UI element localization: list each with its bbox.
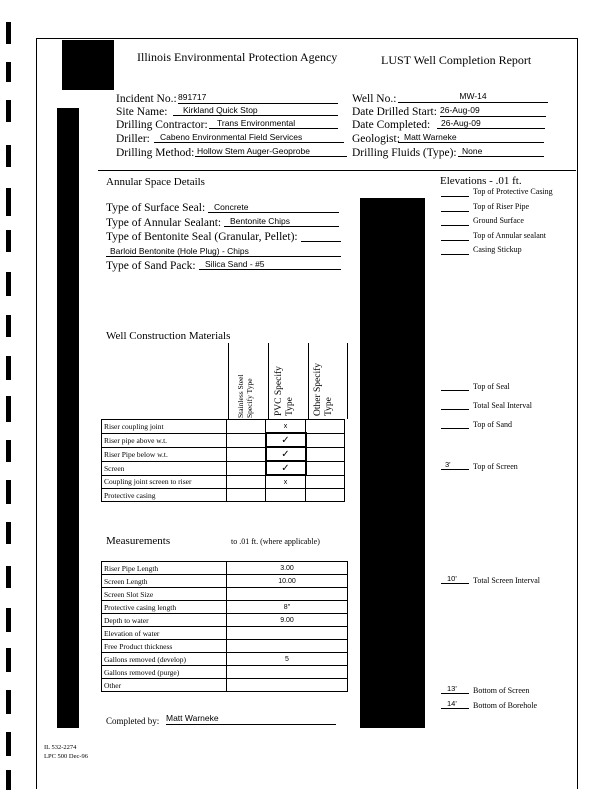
method-value: Hollow Stem Auger-Geoprobe <box>195 146 347 157</box>
measurement-value <box>227 627 348 640</box>
top-of-screen-value: 3' <box>441 460 469 470</box>
column-other: Other Specify Type <box>313 362 334 416</box>
measurement-value: 9.00 <box>227 614 348 627</box>
scan-mark <box>6 522 11 544</box>
material-label: Screen <box>102 461 227 475</box>
geologist-label: Geologist: <box>352 133 400 145</box>
column-stainless-steel: Stainless Steel Specify Type <box>236 374 254 418</box>
agency-logo <box>62 40 114 90</box>
materials-table <box>101 419 345 502</box>
elevation-blank <box>441 196 469 197</box>
fluids-label: Drilling Fluids (Type): <box>352 147 457 159</box>
driller-value: Cabeno Environmental Field Services <box>154 132 344 143</box>
materials-title: Well Construction Materials <box>106 330 231 342</box>
pvc-cell: x <box>266 420 306 434</box>
measurement-value <box>227 588 348 601</box>
scan-mark <box>6 396 11 422</box>
agency-name: Illinois Environmental Protection Agency <box>137 50 338 64</box>
measurement-value: 10.00 <box>227 575 348 588</box>
scan-mark <box>6 690 11 714</box>
table-row <box>102 588 348 601</box>
scan-mark <box>6 732 11 756</box>
form-id-2: LPC 500 Dec-96 <box>44 753 89 760</box>
incident-label: Incident No.: <box>116 93 177 105</box>
bentonite-seal-value: Barloid Bentonite (Hole Plug) - Chips <box>106 246 341 257</box>
table-row <box>102 433 345 447</box>
scan-mark <box>6 315 11 337</box>
measurement-label: Riser Pipe Length <box>102 562 227 575</box>
material-label: Riser coupling joint <box>102 420 227 434</box>
measurement-label: Free Product thickness <box>102 640 227 653</box>
table-row <box>102 420 345 434</box>
table-row <box>102 475 345 489</box>
pvc-cell: ✓ <box>266 447 306 461</box>
measurement-label: Screen Slot Size <box>102 588 227 601</box>
measurement-label: Gallons removed (develop) <box>102 653 227 666</box>
scan-mark <box>6 188 11 216</box>
margin-bar <box>57 108 79 728</box>
pvc-cell: ✓ <box>266 433 306 447</box>
material-label: Coupling joint screen to riser <box>102 475 227 489</box>
table-row <box>102 640 348 653</box>
stainless-cell <box>227 461 266 475</box>
well-no-value: MW-14 <box>398 91 548 103</box>
elevation-blank <box>441 254 469 255</box>
elevation-label: Casing Stickup <box>473 245 522 254</box>
other-cell <box>306 489 345 502</box>
elevation-blank <box>441 225 469 226</box>
section-divider <box>98 170 576 171</box>
table-row <box>102 447 345 461</box>
measurement-label: Gallons removed (purge) <box>102 666 227 679</box>
scan-mark <box>6 648 11 672</box>
table-row <box>102 627 348 640</box>
measurement-value: 5 <box>227 653 348 666</box>
well-diagram-redaction <box>360 198 425 728</box>
other-cell <box>306 447 345 461</box>
stainless-cell <box>227 475 266 489</box>
contractor-value: Trans Environmental <box>209 118 338 129</box>
measurement-value: 3.00 <box>227 562 348 575</box>
table-row <box>102 666 348 679</box>
date-completed-label: Date Completed: <box>352 119 431 131</box>
stainless-cell <box>227 447 266 461</box>
method-label: Drilling Method: <box>116 147 195 159</box>
top-of-seal-label: Top of Seal <box>473 382 510 391</box>
well-no-label: Well No.: <box>352 93 397 105</box>
measurement-value <box>227 666 348 679</box>
top-of-screen-label: Top of Screen <box>473 462 518 471</box>
bottom-screen-value: 13' <box>441 684 469 694</box>
report-title: LUST Well Completion Report <box>381 53 532 67</box>
bottom-borehole-value: 14' <box>441 699 469 709</box>
measurement-value: 8" <box>227 601 348 614</box>
measurement-value <box>227 640 348 653</box>
measurements-table <box>101 561 348 692</box>
table-row <box>102 489 345 502</box>
annular-sealant-value: Bentonite Chips <box>224 216 339 227</box>
measurement-label: Protective casing length <box>102 601 227 614</box>
stainless-cell <box>227 420 266 434</box>
table-row <box>102 575 348 588</box>
table-row <box>102 679 348 692</box>
table-row <box>102 653 348 666</box>
table-row <box>102 562 348 575</box>
bentonite-seal-label: Type of Bentonite Seal (Granular, Pellet): <box>106 231 298 243</box>
driller-label: Driller: <box>116 133 150 145</box>
scan-mark <box>6 480 11 504</box>
bottom-borehole-label: Bottom of Borehole <box>473 701 537 710</box>
site-name-value: Kirkland Quick Stop <box>173 105 338 116</box>
stainless-cell <box>227 489 266 502</box>
scan-mark <box>6 272 11 296</box>
scan-mark <box>6 22 11 44</box>
materials-header-lines <box>228 343 348 419</box>
annular-title: Annular Space Details <box>106 176 205 188</box>
other-cell <box>306 420 345 434</box>
measurement-label: Other <box>102 679 227 692</box>
bottom-screen-label: Bottom of Screen <box>473 686 530 695</box>
pvc-cell <box>266 489 306 502</box>
measurement-label: Screen Length <box>102 575 227 588</box>
total-seal-line <box>441 409 469 410</box>
date-start-label: Date Drilled Start: <box>352 106 437 118</box>
scan-mark <box>6 770 11 790</box>
stainless-cell <box>227 433 266 447</box>
other-cell <box>306 475 345 489</box>
fluids-value: None <box>458 146 544 157</box>
top-of-sand-label: Top of Sand <box>473 420 512 429</box>
completed-by-value: Matt Warneke <box>166 713 336 725</box>
pvc-cell: x <box>266 475 306 489</box>
elevation-label: Top of Riser Pipe <box>473 202 530 211</box>
scan-mark <box>6 230 11 252</box>
other-cell <box>306 461 345 475</box>
table-row <box>102 461 345 475</box>
elevation-blank <box>441 240 469 241</box>
table-row <box>102 614 348 627</box>
scan-mark <box>6 145 11 167</box>
surface-seal-value: Concrete <box>208 202 339 213</box>
measurement-label: Depth to water <box>102 614 227 627</box>
measurement-value <box>227 679 348 692</box>
other-cell <box>306 433 345 447</box>
contractor-label: Drilling Contractor: <box>116 119 208 131</box>
annular-sealant-label: Type of Annular Sealant: <box>106 217 222 229</box>
total-seal-label: Total Seal Interval <box>473 401 532 410</box>
elevation-label: Top of Annular sealant <box>473 231 546 240</box>
sand-pack-label: Type of Sand Pack: <box>106 260 196 272</box>
scan-mark <box>6 440 11 462</box>
measurements-note: to .01 ft. (where applicable) <box>231 537 320 546</box>
pvc-cell: ✓ <box>266 461 306 475</box>
scan-mark <box>6 608 11 632</box>
measurement-label: Elevation of water <box>102 627 227 640</box>
scan-mark <box>6 62 11 82</box>
sand-pack-value: Silica Sand - #5 <box>199 259 341 270</box>
form-id-1: IL 532-2274 <box>44 744 77 751</box>
elevation-blank <box>441 211 469 212</box>
elevation-label: Top of Protective Casing <box>473 187 553 196</box>
elevations-title: Elevations - .01 ft. <box>440 175 522 187</box>
top-of-seal-line <box>441 390 469 391</box>
date-start-value: 26-Aug-09 <box>440 105 546 117</box>
completed-by-label: Completed by: <box>106 716 160 726</box>
material-label: Riser pipe above w.t. <box>102 433 227 447</box>
top-of-sand-line <box>441 428 469 429</box>
incident-value: 891717 <box>178 92 338 104</box>
material-label: Riser Pipe below w.t. <box>102 447 227 461</box>
elevation-label: Ground Surface <box>473 216 524 225</box>
scan-mark <box>6 100 11 122</box>
total-screen-label: Total Screen Interval <box>473 576 540 585</box>
surface-seal-label: Type of Surface Seal: <box>106 202 206 214</box>
material-label: Protective casing <box>102 489 227 502</box>
scan-mark <box>6 566 11 588</box>
bentonite-seal-blank <box>301 241 341 242</box>
date-completed-value: 26-Aug-09 <box>437 118 545 129</box>
scan-mark <box>6 356 11 380</box>
site-name-label: Site Name: <box>116 106 168 118</box>
measurements-title: Measurements <box>106 535 171 547</box>
total-screen-value: 10' <box>441 574 469 584</box>
geologist-value: Matt Warneke <box>398 132 544 143</box>
table-row <box>102 601 348 614</box>
column-pvc: PVC Specify Type <box>274 366 295 416</box>
